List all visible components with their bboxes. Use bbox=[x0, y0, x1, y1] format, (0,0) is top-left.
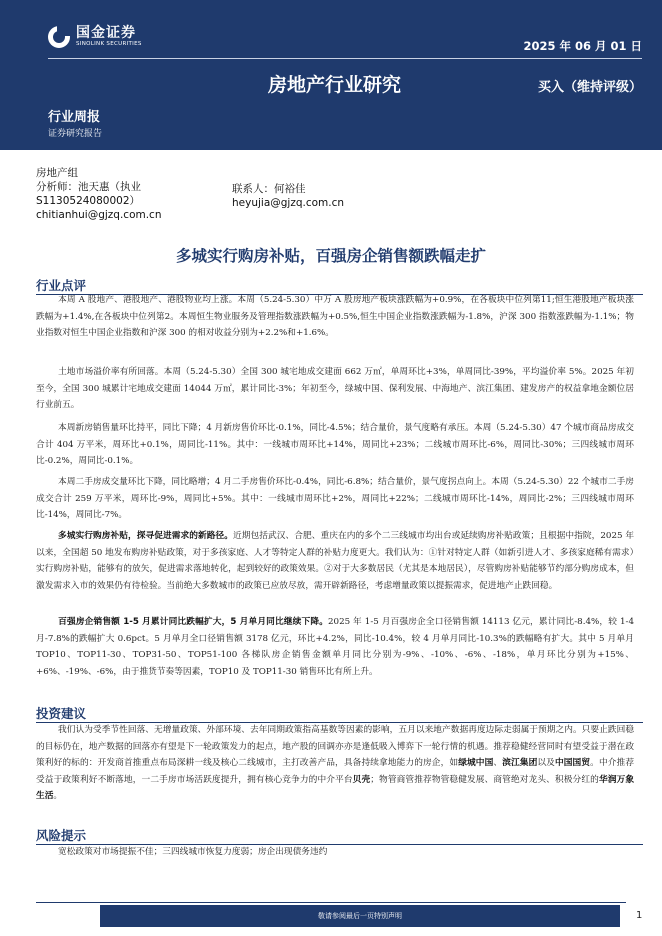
review-paragraph-2: 土地市场溢价率有所回落。本周（5.24-5.30）全国 300 城宅地成交建面 662 万㎡，单周环比+3%，单周同比-39%，平均溢价率 5%。2025 年初至今，全国 300 城累计宅地成交建面 14044 万㎡，累计同比-3%；年初至今，绿城中国、保利发展、中海地产、滨江集团、建发房产的权益拿地金额位居行业前五。 bbox=[36, 367, 634, 411]
advice-paragraph: 我们认为受季节性回落、无增量政策、外部环境、去年同期政策指高基数等因素的影响，五月以来地产数据再度边际走弱属于预期之内。只要止跌回稳的目标仍在，地产数据的回落亦有望是下一轮政策发力的起点，地产股的回调亦亦是逢低吸入博弈下一轮行情的机遇。推荐稳健经营同时有望受益于潜在政策利好的标的：开发商首推重点布局深耕一线及核心二线城市，主打改善产品，具备持续拿地能力的房企，如绿城中国、滨江集团以及中国国贸。中介推荐受益于政策利好不断落地，一二手房市场活跃度提升，拥有核心竞争力的中介平台贝壳；物管商管推荐物管稳健发展、商管绝对龙头、积极分红的华润万象生活。 bbox=[36, 725, 635, 802]
review-paragraph-3: 本周新房销售量环比持平，同比下降；4 月新房售价环比-0.1%，同比-4.5%；结合量价，景气度略有承压。本周（5.24-5.30）47 个城市商品房成交合计 404 万平米，周环比+0.1%，周同比-11%。其中：一线城市周环比+14%，周同比+23%；二线城市周环比-6%，周同比-30%；三四线城市周环比-0.2%，周同比-0.1%。 bbox=[36, 423, 634, 467]
section-title-review: 行业点评 bbox=[36, 278, 87, 293]
research-group: 房地产组 bbox=[36, 167, 78, 179]
contact-name: 联系人：何裕佳 bbox=[232, 183, 306, 195]
footer-divider bbox=[36, 902, 626, 903]
report-subtype: 证券研究报告 bbox=[48, 129, 103, 139]
rating-badge: 买入（维持评级） bbox=[537, 80, 642, 95]
company-logo bbox=[48, 26, 142, 48]
contact-email[interactable]: heyujia@gjzq.com.cn bbox=[232, 197, 345, 209]
report-type: 行业周报 bbox=[48, 110, 101, 125]
footer-disclaimer[interactable]: 敬请参阅最后一页特别声明 bbox=[100, 905, 620, 927]
review-paragraph-4: 本周二手房成交量环比下降，同比略增；4 月二手房售价环比-0.4%，同比-6.8%；结合量价，景气度拐点向上。本周（5.24-5.30）22 个城市二手房成交合计 259 万平米，周环比-9%，周同比+5%。其中：一线城市周环比+2%，周同比+22%；二线城市周环比-14%，周同比-2%；三四线城市周环比-14%，周同比-7%。 bbox=[36, 477, 634, 521]
section-title-risk: 风险提示 bbox=[36, 828, 87, 843]
logo-name-en: SINOLINK SECURITIES bbox=[76, 41, 142, 47]
section-title-advice: 投资建议 bbox=[36, 706, 87, 721]
analyst-email[interactable]: chitianhui@gjzq.com.cn bbox=[36, 209, 162, 221]
page-number: 1 bbox=[636, 910, 643, 921]
analyst-license: S1130524080002） bbox=[36, 195, 141, 207]
header-divider bbox=[48, 58, 642, 59]
analyst-name: 分析师：池天惠（执业 bbox=[36, 181, 141, 193]
author-block bbox=[36, 166, 345, 222]
logo-mark-icon bbox=[48, 26, 70, 48]
header-banner bbox=[0, 0, 662, 150]
report-title: 房地产行业研究 bbox=[268, 74, 402, 96]
review-paragraph-5: 多城实行购房补贴，探寻促进需求的新路径。近期包括武汉、合肥、重庆在内的多个二三线城市均出台或延续购房补贴政策；且根据中指院，2025 年以来，全国超 50 地发布购房补贴政策，对于多孩家庭、人才等特定人群的补贴力度更大。我们认为：①针对特定人群（如新引进人才、多孩家庭稀有需求）实行购房补贴，能够有的放矢，促进需求落地转化，起到较好的政策效果。②对于大多数居民（尤其是本地居民），尽管购房补贴能够节约部分购房成本，但激发需求入市的效果仍有待检验。当前绝大多数城市的政策已应放尽放，需开辟新路径，考虑增量政策以提振需求，促进地产止跌回稳。 bbox=[36, 531, 635, 591]
report-date: 2025 年 06 月 01 日 bbox=[523, 39, 642, 53]
review-paragraph-1: 本周 A 股地产、港股地产、港股物业均上涨。本周（5.24-5.30）中万 A 股房地产板块涨跌幅为+0.9%，在各板块中位列第11;恒生港股地产板块涨跌幅为+1.4%,在各板块中位列第2。本周恒生物业服务及管理指数涨跌幅为+0.5%,恒生中国企业指数涨跌幅为-1.8%，沪深 300 指数涨跌幅为-1.1%；物业指数对恒生中国企业指数和沪深 300 的相对收益分别为+2.2%和+1.6%。 bbox=[36, 295, 634, 339]
risk-paragraph: 宽松政策对市场提振不佳；三四线城市恢复力度弱；房企出现债务违约 bbox=[58, 847, 328, 857]
logo-name-cn: 国金证券 bbox=[76, 25, 136, 41]
report-headline: 多城实行购房补贴，百强房企销售额跌幅走扩 bbox=[175, 247, 486, 265]
review-paragraph-6: 百强房企销售额 1-5 月累计同比跌幅扩大，5 月单月同比继续下降。2025 年 1-5 月百强房企全口径销售额 14113 亿元，累计同比-8.4%，较 1-4 月-7.8%的跌幅扩大 0.6pct。5 月单月全口径销售额 3178 亿元，环比+4.2%，同比-10.4%，较 4 月单月同比-10.3%的跌幅略有扩大。其中 5 月单月 TOP10、TOP11-30、TOP31-50、TOP51-100 各梯队房企销售金额单月同比分别为-9%、-10%、-6%、-18%，单月环比分别为+15%、+6%、-19%、-6%，由于推货节奏等因素，TOP10 及 TOP11-30 销售环比有所上升。 bbox=[36, 617, 634, 677]
